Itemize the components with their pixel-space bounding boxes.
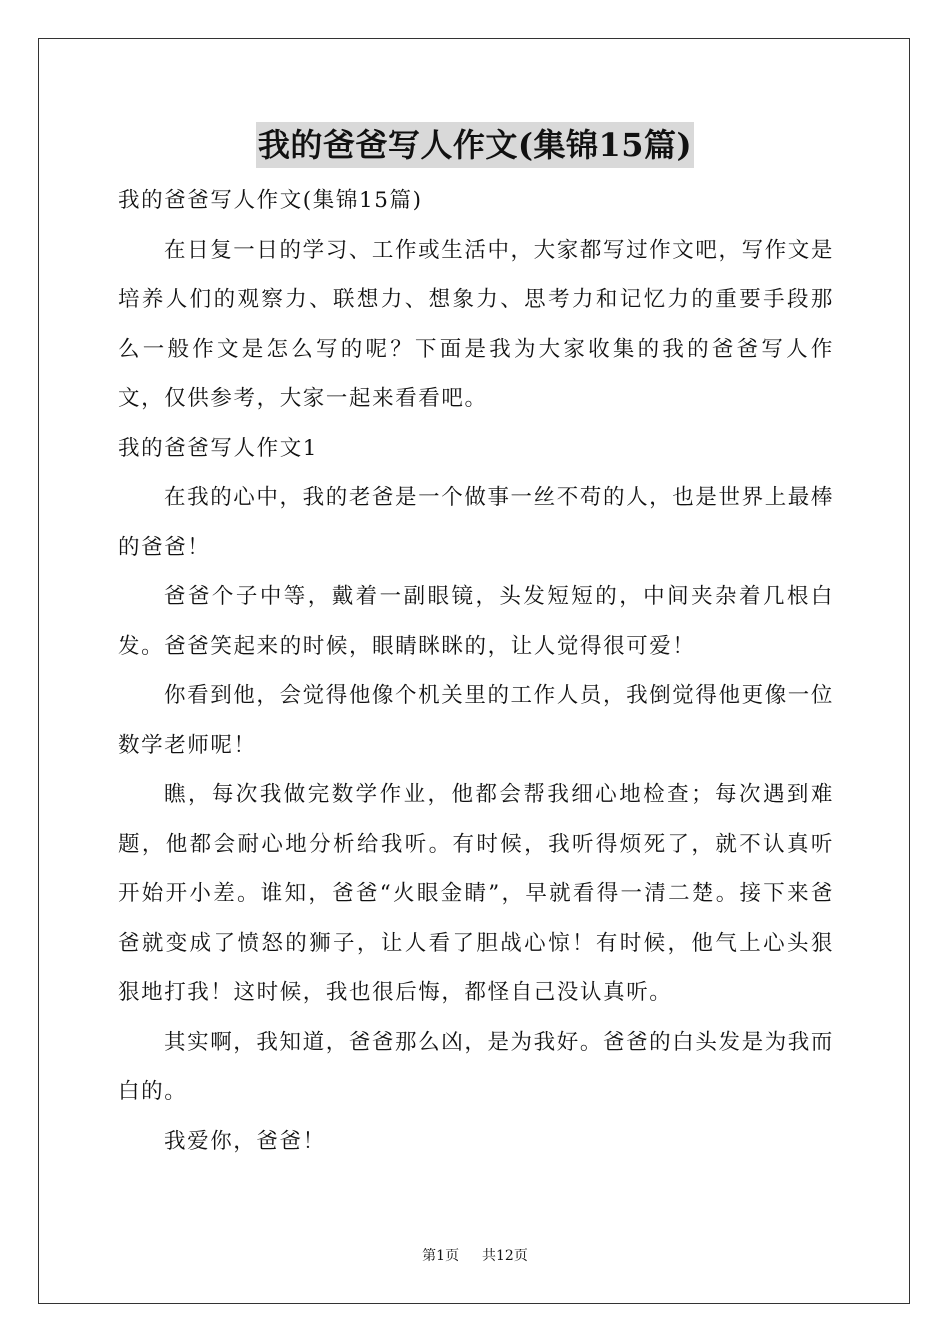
paragraph: 爸爸个子中等，戴着一副眼镜，头发短短的，中间夹杂着几根白发。爸爸笑起来的时候，眼睛眯眯的，让人觉得很可爱！ <box>118 584 834 659</box>
page-number: 第1页 <box>422 1248 460 1264</box>
paragraph: 你看到他，会觉得他像个机关里的工作人员，我倒觉得他更像一位数学老师呢！ <box>118 683 834 758</box>
document-body <box>118 176 834 1166</box>
paragraph: 在我的心中，我的老爸是一个做事一丝不苟的人，也是世界上最棒的爸爸！ <box>118 485 834 560</box>
document-title: 我的爸爸写人作文(集锦15篇) <box>256 122 694 168</box>
paragraph: 在日复一日的学习、工作或生活中，大家都写过作文吧，写作文是培养人们的观察力、联想力、想象力、思考力和记忆力的重要手段那么一般作文是怎么写的呢？下面是我为大家收集的我的爸爸写人作文，仅供参考，大家一起来看看吧。 <box>118 237 834 411</box>
paragraph-subtitle: 我的爸爸写人作文(集锦15篇) <box>118 188 423 213</box>
title-container <box>0 122 950 168</box>
paragraph: 其实啊，我知道，爸爸那么凶，是为我好。爸爸的白头发是为我而白的。 <box>118 1029 834 1104</box>
paragraph: 瞧，每次我做完数学作业，他都会帮我细心地检查；每次遇到难题，他都会耐心地分析给我听。有时候，我听得烦死了，就不认真听开始开小差。谁知，爸爸“火眼金睛”，早就看得一清二楚。接下来爸爸就变成了愤怒的狮子，让人看了胆战心惊！有时候，他气上心头狠狠地打我！这时候，我也很后悔，都怪自己没认真听。 <box>118 782 834 1005</box>
page-footer <box>0 1246 950 1266</box>
paragraph: 我爱你，爸爸！ <box>164 1128 326 1154</box>
paragraph-section-heading: 我的爸爸写人作文1 <box>118 435 319 461</box>
page-total: 共12页 <box>482 1248 528 1264</box>
